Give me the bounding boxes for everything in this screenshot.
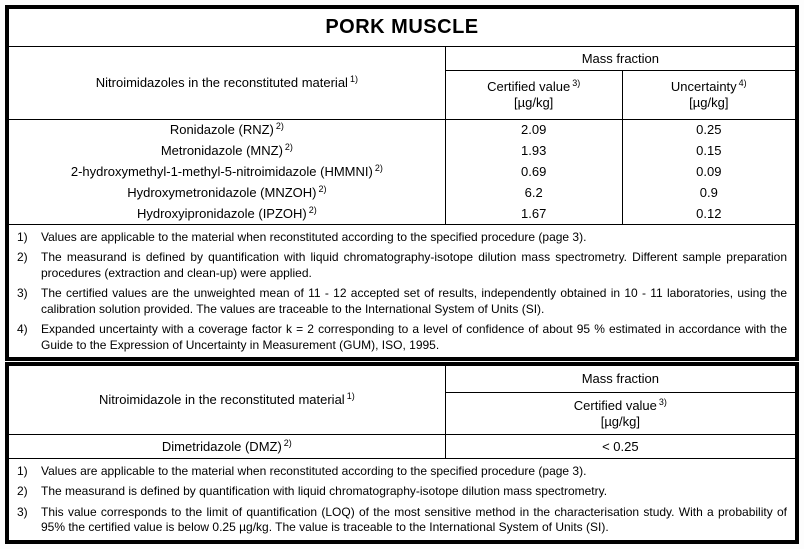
uncertainty-cell: 0.15 <box>696 143 722 158</box>
footnote-1 <box>17 464 787 480</box>
column-header-uncertainty <box>622 70 795 119</box>
footnotes-section <box>9 458 795 540</box>
analyte-name: Hydroxyipronidazole (IPZOH) <box>136 205 307 221</box>
uncertainty-label: Uncertainty <box>670 79 737 94</box>
table-row <box>9 434 795 458</box>
analyte-name-cell <box>9 140 445 161</box>
footnote-ref-1: 1) <box>346 391 355 402</box>
column-header-mass-fraction: Mass fraction <box>445 46 795 70</box>
footnote-3 <box>17 505 787 536</box>
certified-value-cell: 1.67 <box>445 203 622 224</box>
certified-value-cell: 2.09 <box>445 119 622 140</box>
footnote-text: The measurand is defined by quantification with liquid chromatography-isotope dilution mass spectrometry. <box>41 484 608 498</box>
footnote-text: The certified values are the unweighted mean of 11 - 12 accepted set of results, independently obtained in 10 - 11 laboratories, using the calibration solution provided. The values are traceable to the International System of Units (SI). <box>41 286 787 316</box>
uncertainty-cell: 0.25 <box>696 122 722 138</box>
footnote-number: 1) <box>17 463 28 478</box>
analyte-name: Ronidazole (RNZ) <box>169 122 274 138</box>
column-header-mass-fraction: Mass fraction <box>445 366 795 392</box>
footnote-2 <box>17 484 787 500</box>
footnote-ref-3: 3) <box>572 78 581 88</box>
certified-value-label: Certified value <box>487 79 571 94</box>
column-header-analyte <box>9 366 445 434</box>
footnote-ref-2: 2) <box>283 437 292 448</box>
footnote-number: 3) <box>17 286 28 300</box>
analyte-header-label: Nitroimidazole in the reconstituted material <box>99 392 345 408</box>
table-row <box>9 182 795 203</box>
footnote-3 <box>17 286 787 317</box>
footnote-2 <box>17 250 787 281</box>
column-header-certified-value <box>445 70 622 119</box>
footnote-text: Values are applicable to the material when reconstituted according to the specified procedure (page 3). <box>41 463 587 478</box>
analyte-name-cell <box>9 203 445 224</box>
uncertainty-cell: 0.09 <box>696 164 722 179</box>
uncertainty-cell: 0.9 <box>699 185 718 200</box>
certified-value-cell: 6.2 <box>445 182 622 203</box>
analyte-name-cell <box>9 119 445 140</box>
footnote-ref-2: 2) <box>275 121 284 132</box>
footnote-text: This value corresponds to the limit of quantification (LOQ) of the most sensitive method in the characterisation study. With a probability of 95% the certified value is below 0.25 µg/kg. The value is traceable to the International System of Units (SI). <box>41 504 787 534</box>
column-header-analyte <box>9 46 445 119</box>
footnote-text: Expanded uncertainty with a coverage factor k = 2 corresponding to a level of confidence of about 95 % estimated in accordance with the Guide to the Expression of Uncertainty in Measurement (GUM), ISO, 1995. <box>41 322 787 352</box>
footnote-ref-2: 2) <box>308 204 317 215</box>
footnotes-section <box>9 224 795 357</box>
analyte-name-cell <box>9 434 445 458</box>
footnotes-row <box>9 224 795 357</box>
indicative-value-table <box>9 366 795 540</box>
footnote-ref-2: 2) <box>374 163 383 173</box>
footnote-1 <box>17 230 787 246</box>
analyte-name: Dimetridazole (DMZ) <box>161 438 282 454</box>
analyte-name-cell <box>9 182 445 203</box>
table-header-row <box>9 366 795 392</box>
table-header-row <box>9 46 795 70</box>
footnote-text: The measurand is defined by quantification with liquid chromatography-isotope dilution mass spectrometry. Different sample preparation procedures (extraction and clean-up) were applied. <box>41 250 787 280</box>
footnote-ref-2: 2) <box>318 184 327 194</box>
footnote-number: 1) <box>17 229 28 244</box>
certified-value-unit: [µg/kg] <box>600 413 640 429</box>
analyte-name: 2-hydroxymethyl-1-methyl-5-nitroimidazole (HMMNI) <box>70 164 373 179</box>
footnote-4 <box>17 322 787 353</box>
footnote-number: 2) <box>17 250 28 264</box>
footnote-ref-1: 1) <box>349 74 358 84</box>
analyte-name-cell <box>9 161 445 182</box>
certified-value-cell: < 0.25 <box>445 434 795 458</box>
footnote-ref-3: 3) <box>658 396 667 407</box>
table-title-row <box>9 9 795 46</box>
table-row <box>9 203 795 224</box>
page-title: PORK MUSCLE <box>9 9 795 46</box>
certified-value-cell: 1.93 <box>445 140 622 161</box>
analyte-name: Hydroxymetronidazole (MNZOH) <box>127 185 317 200</box>
footnote-number: 3) <box>17 504 28 519</box>
uncertainty-cell: 0.12 <box>696 205 722 221</box>
dimetridazole-table <box>5 362 799 544</box>
uncertainty-unit: [µg/kg] <box>689 95 729 110</box>
certified-value-label: Certified value <box>573 397 657 413</box>
footnote-number: 4) <box>17 322 28 336</box>
analyte-name: Metronidazole (MNZ) <box>160 143 283 158</box>
certified-values-table <box>9 9 795 357</box>
table-row <box>9 119 795 140</box>
certified-value-unit: [µg/kg] <box>514 95 554 110</box>
certified-value-cell: 0.69 <box>445 161 622 182</box>
analyte-header-label: Nitroimidazoles in the reconstituted material <box>95 75 348 90</box>
table-row <box>9 161 795 182</box>
footnote-ref-2: 2) <box>284 142 293 152</box>
footnote-ref-4: 4) <box>738 78 747 88</box>
column-header-certified-value <box>445 392 795 434</box>
footnote-number: 2) <box>17 484 28 498</box>
pork-muscle-table <box>5 5 799 361</box>
footnote-text: Values are applicable to the material when reconstituted according to the specified procedure (page 3). <box>41 229 587 244</box>
footnotes-row <box>9 458 795 540</box>
table-row <box>9 140 795 161</box>
